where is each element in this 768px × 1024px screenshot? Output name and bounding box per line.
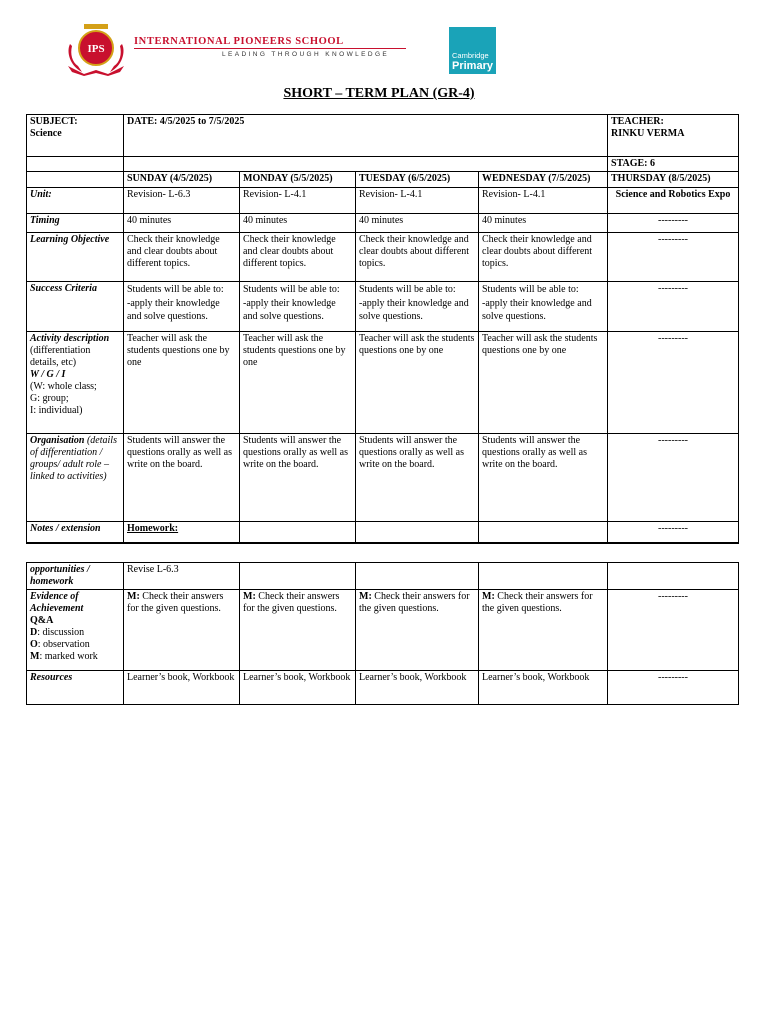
- empty-cell: [356, 522, 479, 543]
- empty-cell: [608, 563, 739, 590]
- cambridge-logo-line2: Primary: [452, 60, 493, 72]
- objective-cell: Check their knowledge and clear doubts about different topics.: [124, 233, 240, 282]
- teacher-cell: TEACHER: RINKU VERMA: [608, 115, 739, 157]
- resources-cell: Learner’s book, Workbook: [240, 671, 356, 705]
- activity-cell: Teacher will ask the students questions one by one: [240, 332, 356, 434]
- day-header: TUESDAY (6/5/2025): [356, 172, 479, 188]
- school-tagline: LEADING THROUGH KNOWLEDGE: [222, 51, 390, 58]
- day-header: SUNDAY (4/5/2025): [124, 172, 240, 188]
- objective-cell: Check their knowledge and clear doubts about different topics.: [240, 233, 356, 282]
- timing-row: [27, 214, 739, 233]
- opportunities-row: [27, 563, 739, 590]
- objective-cell: Check their knowledge and clear doubts about different topics.: [479, 233, 608, 282]
- organisation-cell: Students will answer the questions orally as well as write on the board.: [479, 434, 608, 522]
- unit-cell: Revision- L-4.1: [240, 188, 356, 214]
- evidence-cell: M: Check their answers for the given questions.: [124, 590, 240, 671]
- activity-wgi: W / G / I: [30, 369, 66, 380]
- resources-cell: ---------: [608, 671, 739, 705]
- date-cell: DATE: 4/5/2025 to 7/5/2025: [124, 115, 608, 157]
- organisation-row: [27, 434, 739, 522]
- unit-cell: Revision- L-4.1: [479, 188, 608, 214]
- opportunities-cell: Revise L-6.3: [124, 563, 240, 590]
- timing-cell: 40 minutes: [124, 214, 240, 233]
- homework-cell: Homework:: [124, 522, 240, 543]
- resources-cell: Learner’s book, Workbook: [356, 671, 479, 705]
- activity-label: [27, 332, 124, 434]
- organisation-title: Organisation: [30, 435, 85, 446]
- school-name: INTERNATIONAL PIONEERS SCHOOL: [134, 36, 344, 47]
- row-label: opportunities / homework: [27, 563, 124, 590]
- activity-row: [27, 332, 739, 434]
- activity-title: Activity description: [30, 333, 110, 344]
- document-title: SHORT – TERM PLAN (GR-4): [283, 86, 475, 101]
- success-row: [27, 282, 739, 332]
- unit-cell: Science and Robotics Expo: [608, 188, 739, 214]
- row-label: Resources: [27, 671, 124, 705]
- evidence-key-marked: M: marked work: [30, 651, 98, 662]
- stage-row: [27, 157, 739, 172]
- cambridge-logo-line1: Cambridge: [452, 51, 489, 60]
- empty-cell: [479, 563, 608, 590]
- evidence-title: Evidence of Achievement: [30, 591, 84, 614]
- evidence-qa: Q&A: [30, 615, 54, 626]
- unit-cell: Revision- L-6.3: [124, 188, 240, 214]
- lesson-plan-table-continued: [26, 562, 739, 705]
- timing-cell: 40 minutes: [356, 214, 479, 233]
- unit-cell: Revision- L-4.1: [356, 188, 479, 214]
- activity-cell: Teacher will ask the students questions one by one: [479, 332, 608, 434]
- school-crest-logo: [64, 22, 128, 76]
- success-cell: Students will be able to: -apply their knowledge and solve questions.: [479, 282, 608, 332]
- subject-cell: SUBJECT: Science: [27, 115, 124, 157]
- evidence-label: [27, 590, 124, 671]
- objective-row: [27, 233, 739, 282]
- activity-subtitle: (differentiation details, etc): [30, 345, 91, 368]
- document-header: [0, 0, 768, 86]
- success-cell: Students will be able to: -apply their knowledge and solve questions.: [124, 282, 240, 332]
- success-cell: Students will be able to: -apply their knowledge and solve questions.: [240, 282, 356, 332]
- evidence-cell: ---------: [608, 590, 739, 671]
- objective-cell: ---------: [608, 233, 739, 282]
- resources-row: [27, 671, 739, 705]
- activity-cell: ---------: [608, 332, 739, 434]
- info-row: [27, 115, 739, 157]
- notes-row: [27, 522, 739, 543]
- school-name-underline: [134, 48, 406, 49]
- activity-key: (W: whole class; G: group; I: individual): [30, 381, 97, 416]
- evidence-key-observation: O: observation: [30, 639, 90, 650]
- organisation-label: [27, 434, 124, 522]
- organisation-subtitle: (details of differentiation / groups/ adult role – linked to activities): [30, 435, 117, 482]
- evidence-key-discussion: D: discussion: [30, 627, 85, 638]
- empty-cell: [356, 563, 479, 590]
- activity-cell: Teacher will ask the students questions one by one: [356, 332, 479, 434]
- cambridge-primary-logo: [449, 27, 496, 74]
- empty-cell: [479, 522, 608, 543]
- timing-cell: ---------: [608, 214, 739, 233]
- row-label: Learning Objective: [27, 233, 124, 282]
- empty-cell: [240, 522, 356, 543]
- days-header-row: [27, 172, 739, 188]
- notes-cell: ---------: [608, 522, 739, 543]
- success-cell: Students will be able to: -apply their knowledge and solve questions.: [356, 282, 479, 332]
- row-label: Notes / extension: [27, 522, 124, 543]
- organisation-cell: Students will answer the questions orally as well as write on the board.: [356, 434, 479, 522]
- lesson-plan-table: [26, 114, 739, 544]
- evidence-cell: M: Check their answers for the given questions.: [356, 590, 479, 671]
- row-label: Timing: [27, 214, 124, 233]
- activity-cell: Teacher will ask the students questions one by one: [124, 332, 240, 434]
- row-label: Success Criteria: [27, 282, 124, 332]
- resources-cell: Learner’s book, Workbook: [124, 671, 240, 705]
- empty-cell: [240, 563, 356, 590]
- success-cell: ---------: [608, 282, 739, 332]
- organisation-cell: ---------: [608, 434, 739, 522]
- unit-row: [27, 188, 739, 214]
- crest-letters: IPS: [87, 43, 105, 55]
- resources-cell: Learner’s book, Workbook: [479, 671, 608, 705]
- day-header: WEDNESDAY (7/5/2025): [479, 172, 608, 188]
- day-header: THURSDAY (8/5/2025): [608, 172, 739, 188]
- organisation-cell: Students will answer the questions orally as well as write on the board.: [124, 434, 240, 522]
- evidence-cell: M: Check their answers for the given questions.: [479, 590, 608, 671]
- stage-cell: STAGE: 6: [608, 157, 739, 172]
- timing-cell: 40 minutes: [240, 214, 356, 233]
- evidence-cell: M: Check their answers for the given questions.: [240, 590, 356, 671]
- organisation-cell: Students will answer the questions orally as well as write on the board.: [240, 434, 356, 522]
- timing-cell: 40 minutes: [479, 214, 608, 233]
- evidence-row: [27, 590, 739, 671]
- day-header: MONDAY (5/5/2025): [240, 172, 356, 188]
- objective-cell: Check their knowledge and clear doubts about different topics.: [356, 233, 479, 282]
- row-label: Unit:: [27, 188, 124, 214]
